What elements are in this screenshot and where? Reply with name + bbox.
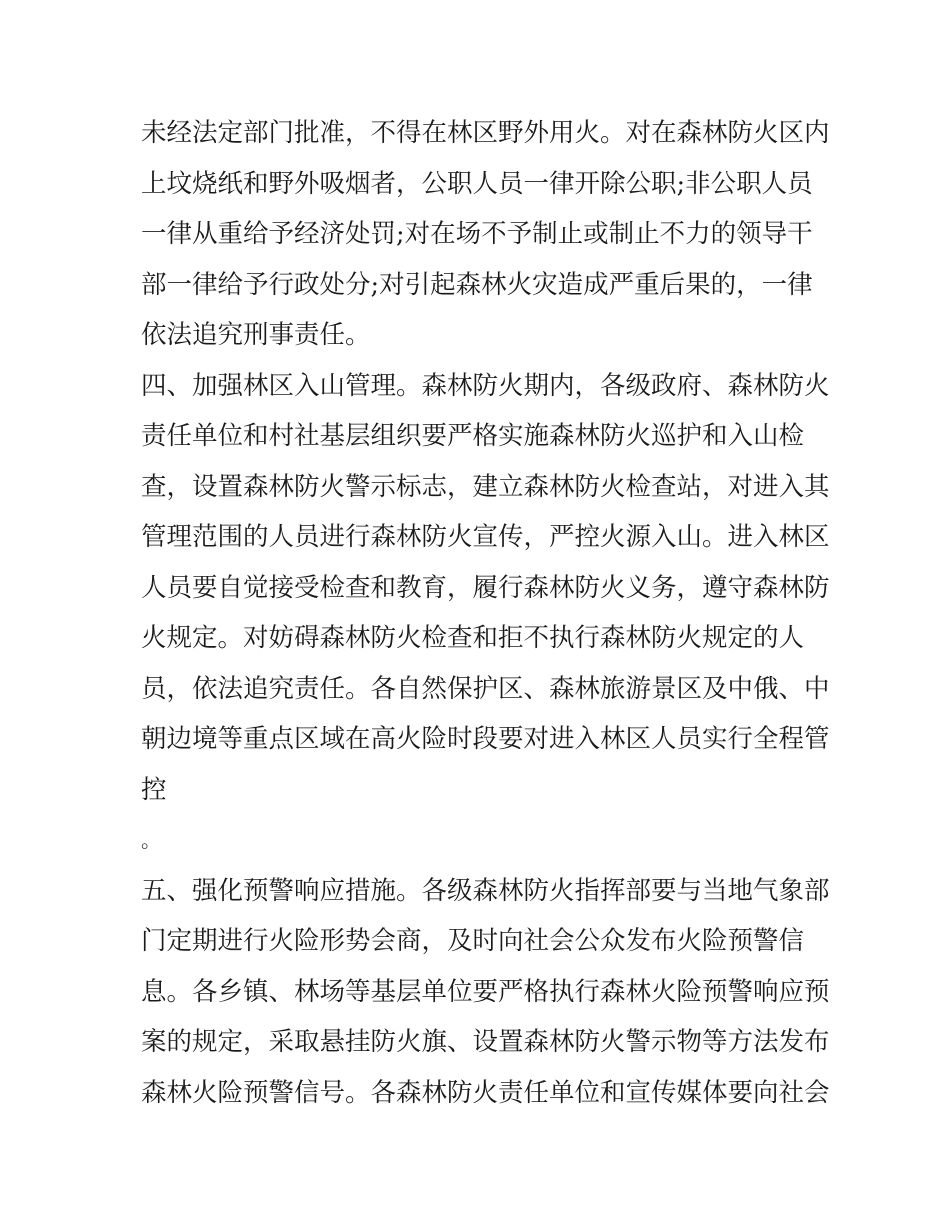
text-line: 人员要自觉接受检查和教育，履行森林防火义务，遵守森林防	[141, 572, 830, 603]
text-line: 查，设置森林防火警示标志，建立森林防火检查站，对进入其	[141, 471, 830, 502]
text-line: 责任单位和村社基层组织要严格实施森林防火巡护和入山检	[141, 421, 805, 451]
text-line: 息。各乡镇、林场等基层单位要严格执行森林火险预警响应预	[141, 976, 830, 1007]
text-line: 管理范围的人员进行森林防火宣传，严控火源入山。进入林区	[141, 522, 830, 552]
text-line: 一律从重给予经济处罚;对在场不予制止或制止不力的领导干	[141, 219, 813, 249]
text-line: 五、强化预警响应措施。各级森林防火指挥部要与当地气象部	[141, 875, 830, 906]
text-line: 森林火险预警信号。各森林防火责任单位和宣传媒体要向社会	[141, 1077, 830, 1108]
stray-punctuation-line: 。	[141, 828, 161, 852]
text-line: 未经法定部门批准，不得在林区野外用火。对在森林防火区内	[141, 118, 830, 148]
text-line: 员，依法追究责任。各自然保护区、森林旅游景区及中俄、中	[141, 673, 830, 704]
text-line: 上坟烧纸和野外吸烟者，公职人员一律开除公职;非公职人员	[141, 168, 813, 199]
text-line: 部一律给予行政处分;对引起森林火灾造成严重后果的，一律	[141, 269, 813, 300]
text-line: 依法追究刑事责任。	[141, 320, 371, 350]
body-text	[141, 108, 830, 1118]
text-line: 火规定。对妨碍森林防火检查和拒不执行森林防火规定的人	[141, 623, 805, 653]
text-line: 案的规定，采取悬挂防火旗、设置森林防火警示物等方法发布	[141, 1027, 830, 1057]
text-line: 控	[141, 774, 167, 805]
text-line: 朝边境等重点区域在高火险时段要对进入林区人员实行全程管	[141, 724, 830, 754]
text-line: 门定期进行火险形势会商，及时向社会公众发布火险预警信	[141, 926, 805, 956]
text-line: 四、加强林区入山管理。森林防火期内，各级政府、森林防火	[141, 370, 830, 401]
